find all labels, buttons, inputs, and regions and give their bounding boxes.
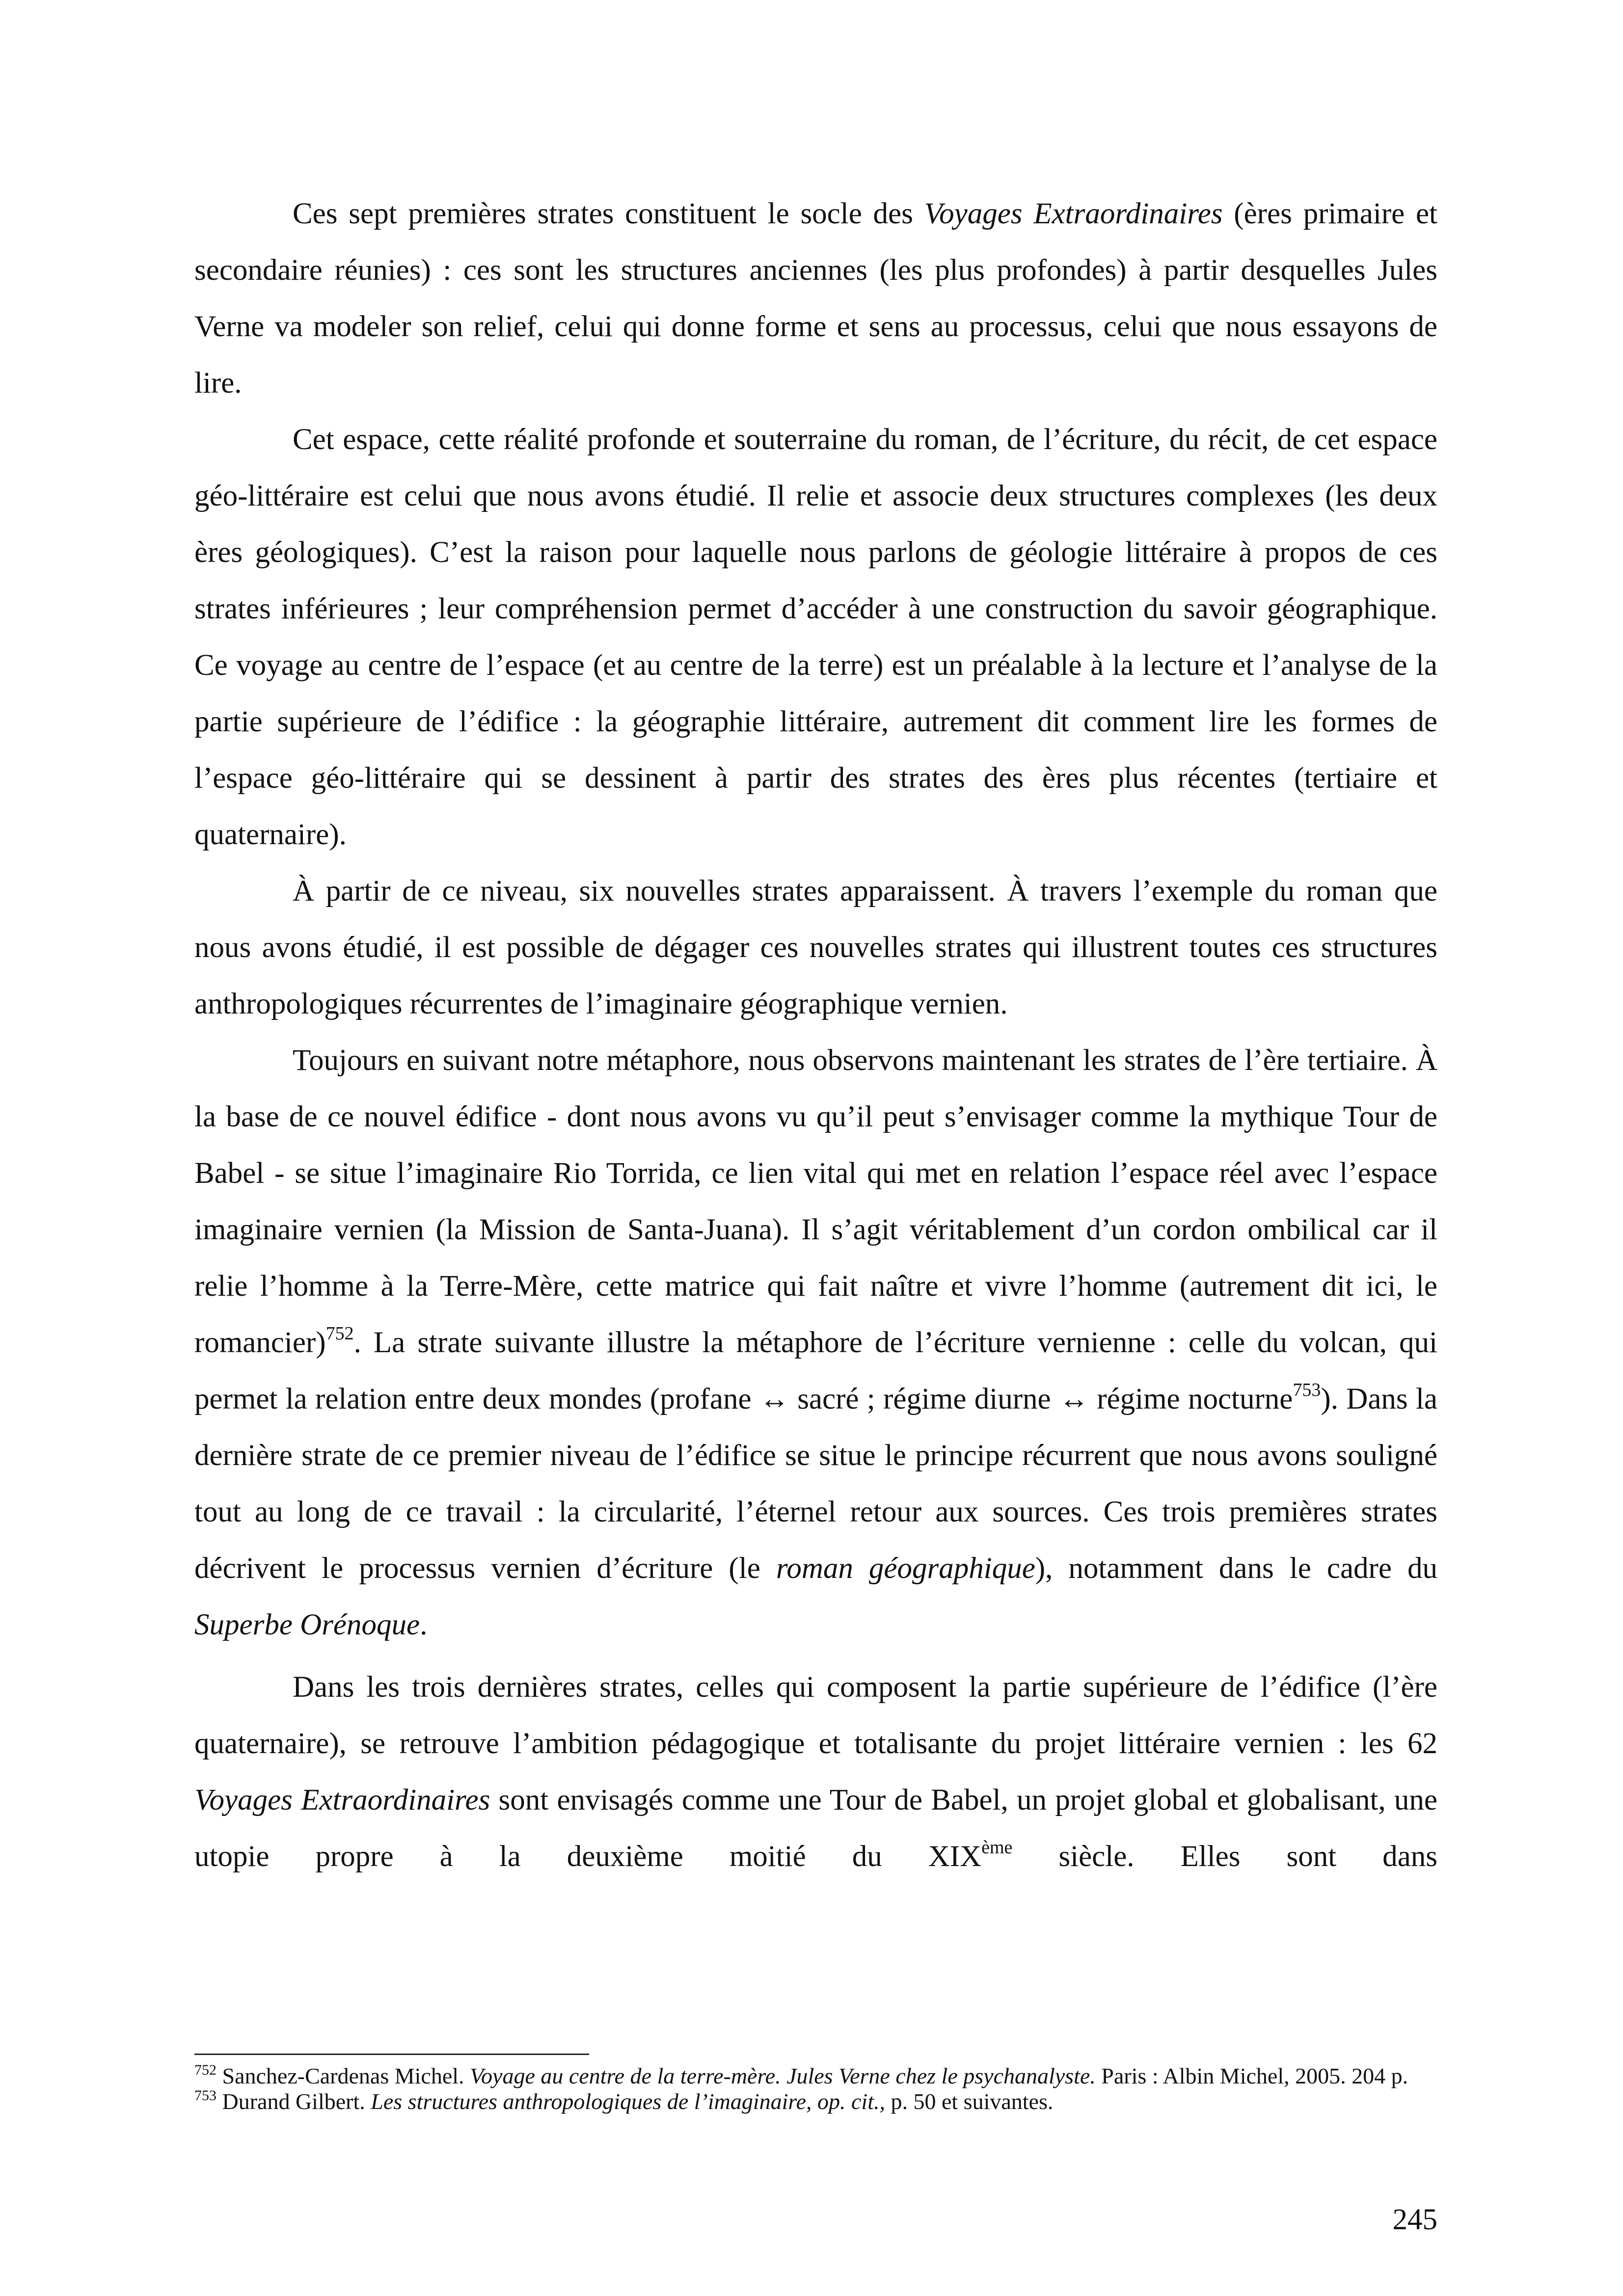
italic-title: Superbe Orénoque xyxy=(194,1608,420,1641)
text-run: . xyxy=(420,1608,428,1641)
page-number: 245 xyxy=(1392,2203,1437,2236)
text-run: Dans les trois dernières strates, celles qui composent la partie supérieure de l’édifice (l’ère quaternaire), se retrouve l’ambition pédagogique et totalisante du projet littéraire vernien : les 62 xyxy=(194,1671,1437,1760)
footnote-753 xyxy=(194,2089,1437,2114)
footnote-ref-752[interactable]: 752 xyxy=(325,1323,354,1344)
text-run: Toujours en suivant notre métaphore, nous observons maintenant les strates de l’ère tertiaire. À la base de ce nouvel édifice - dont nous avons vu qu’il peut s’envisager comme la mythique Tour de Babel - se situe l’imaginaire Rio Torrida, ce lien vital qui met en relation l’espace réel avec l’espace imaginaire vernien (la Mission de Santa-Juana). Il s’agit véritablement d’un cordon ombilical car il relie l’homme à la Terre-Mère, cette matrice qui fait naître et vivre l’homme (autrement dit ici, le romancier) xyxy=(194,1044,1437,1359)
text-run: À partir de ce niveau, six nouvelles strates apparaissent. À travers l’exemple du roman que nous avons étudié, il est possible de dégager ces nouvelles strates qui illustrent toutes ces structures anthropologiques récurrentes de l’imaginaire géographique vernien. xyxy=(194,875,1437,1020)
footnote-title: Voyage au centre de la terre-mère. Jules Verne chez le psychanalyste. xyxy=(470,2063,1096,2088)
text-run: . La strate suivante illustre la métaphore de l’écriture vernienne : celle du volcan, qui permet la relation entre deux mondes (profane ↔ sacré ; régime diurne ↔ régime nocturne xyxy=(194,1326,1437,1415)
text-run: ), notamment dans le cadre du xyxy=(1035,1552,1437,1585)
footnote-752 xyxy=(194,2063,1437,2089)
text-run: ). Dans la dernière strate de ce premier niveau de l’édifice se situe le principe récurrent que nous avons souligné tout au long de ce travail : la circularité, l’éternel retour aux sources. Ces trois premières strates décrivent le processus vernien d’écriture (le xyxy=(194,1383,1437,1585)
footnote-number: 753 xyxy=(194,2087,216,2104)
paragraph-5 xyxy=(194,1659,1437,1885)
italic-term: roman géographique xyxy=(776,1552,1035,1585)
paragraph-3 xyxy=(194,863,1437,1032)
paragraph-2 xyxy=(194,411,1437,863)
main-text xyxy=(194,186,1437,1885)
footnote-ref-753[interactable]: 753 xyxy=(1293,1380,1321,1400)
footnote-number: 752 xyxy=(194,2062,216,2078)
italic-title: Voyages Extraordinaires xyxy=(194,1784,490,1816)
footnote-rest: Paris : Albin Michel, 2005. 204 p. xyxy=(1095,2063,1408,2088)
text-run: Cet espace, cette réalité profonde et souterraine du roman, de l’écriture, du récit, de cet espace géo-littéraire est celui que nous avons étudié. Il relie et associe deux structures complexes (les deux ères géologiques). C’est la raison pour laquelle nous parlons de géologie littéraire à propos de ces strates inférieures ; leur compréhension permet d’accéder à une construction du savoir géographique. Ce voyage au centre de l’espace (et au centre de la terre) est un préalable à la lecture et l’analyse de la partie supérieure de l’édifice : la géographie littéraire, autrement dit comment lire les formes de l’espace géo-littéraire qui se dessinent à partir des strates des ères plus récentes (tertiaire et quaternaire). xyxy=(194,423,1437,851)
text-run: siècle. Elles sont dans xyxy=(1012,1840,1437,1873)
footnote-author: Durand Gilbert. xyxy=(216,2089,371,2114)
footnote-separator xyxy=(194,2054,589,2055)
paragraph-1 xyxy=(194,186,1437,411)
paragraph-4 xyxy=(194,1032,1437,1653)
text-run: (ères primaire et secondaire réunies) : ces sont les structures anciennes (les plus profondes) à partir desquelles Jules Verne va modeler son relief, celui qui donne forme et sens au processus, celui que nous essayons de lire. xyxy=(194,197,1438,400)
text-run: sont envisagés comme une Tour de Babel, un projet global et globalisant, une utopie propre à la deuxième moitié du XIX xyxy=(194,1784,1437,1873)
text-run: Ces sept premières strates constituent le socle des xyxy=(293,197,924,230)
paragraph-gap xyxy=(194,1653,1437,1659)
footnote-rest: p. 50 et suivantes. xyxy=(885,2089,1054,2114)
italic-title: Voyages Extraordinaires xyxy=(924,197,1223,230)
superscript-ordinal: ème xyxy=(981,1837,1013,1858)
footnotes xyxy=(194,2063,1437,2114)
footnote-title: Les structures anthropologiques de l’imaginaire, op. cit., xyxy=(371,2089,885,2114)
footnote-author: Sanchez-Cardenas Michel. xyxy=(216,2063,470,2088)
